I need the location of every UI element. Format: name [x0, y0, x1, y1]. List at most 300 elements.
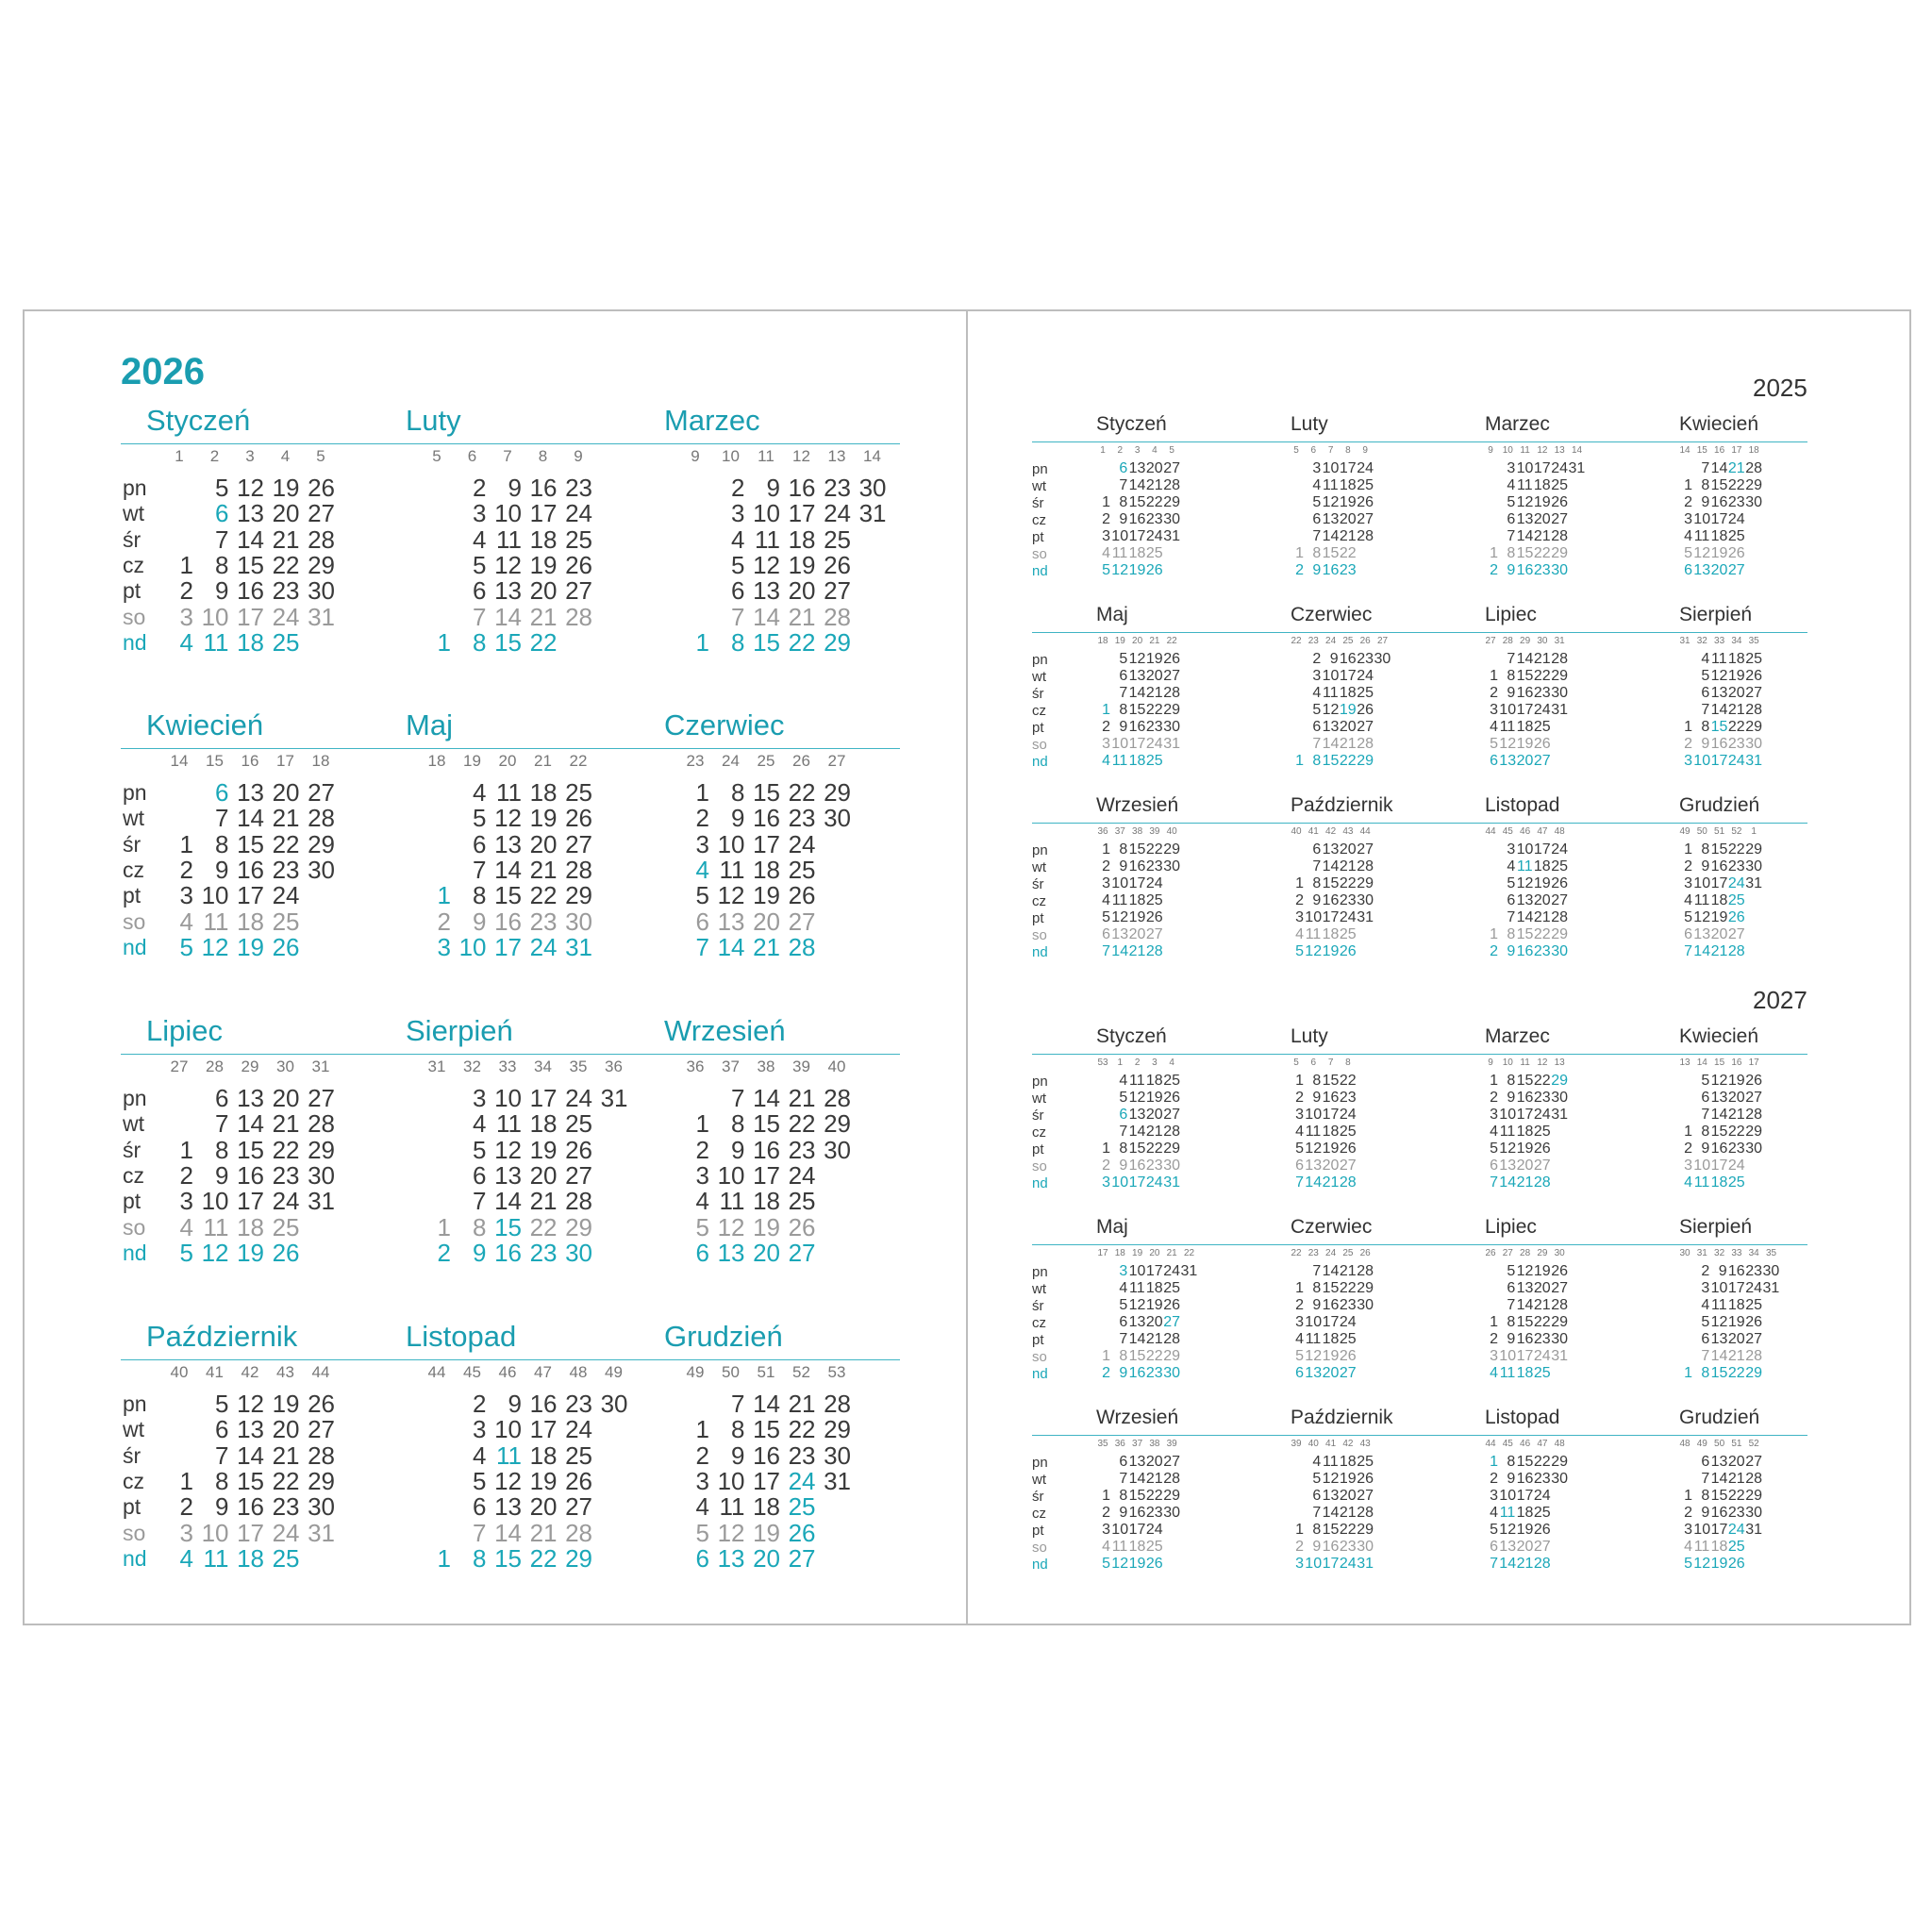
day-cell: 6: [1312, 719, 1322, 735]
day-cell: 9: [1312, 562, 1322, 578]
week-number: 29: [1537, 1248, 1548, 1258]
day-cell: 31: [1357, 909, 1374, 925]
day-cell: 28: [824, 1390, 851, 1418]
day-cell: 23: [1339, 892, 1357, 908]
day-cell: 28: [1745, 460, 1762, 476]
week-number: 43: [276, 1363, 294, 1381]
weekday-label: nd: [123, 1240, 147, 1265]
day-cell: 15: [237, 1135, 264, 1164]
day-cell: 28: [824, 602, 851, 631]
week-number: 17: [1731, 445, 1742, 456]
week-number: 24: [1325, 636, 1337, 646]
day-cell: 27: [308, 1084, 335, 1112]
day-cell: 10: [1305, 1314, 1323, 1330]
day-cell: 22: [1145, 1141, 1163, 1157]
day-cell: 25: [1551, 858, 1568, 874]
day-cell: 13: [1128, 1454, 1146, 1470]
day-cell: 7: [731, 1390, 745, 1418]
day-cell: 10: [1111, 736, 1129, 752]
day-cell: 11: [1128, 1280, 1145, 1296]
day-cell: 8: [1507, 926, 1516, 942]
day-cell: 22: [272, 1466, 300, 1495]
day-cell: 23: [529, 907, 558, 936]
day-cell: 27: [1357, 719, 1374, 735]
day-cell: 15: [237, 550, 264, 579]
weekday-label: wt: [123, 1417, 144, 1442]
day-cell: 6: [1490, 1539, 1498, 1555]
month-rule: [1419, 1435, 1613, 1436]
day-cell: 12: [237, 1390, 264, 1418]
day-cell: 22: [1145, 1348, 1163, 1364]
day-cell: 9: [1329, 651, 1339, 667]
day-cell: 28: [565, 602, 592, 631]
week-number: 25: [1342, 1248, 1354, 1258]
day-cell: 2: [1295, 1297, 1304, 1313]
day-cell: 8: [1119, 1141, 1128, 1157]
day-cell: 22: [1339, 545, 1357, 561]
week-number: 40: [827, 1058, 846, 1075]
day-cell: 31: [1180, 1263, 1198, 1279]
day-cell: 13: [753, 576, 780, 606]
day-cell: 25: [272, 627, 300, 657]
day-cell: 15: [1710, 1365, 1728, 1381]
day-cell: 8: [1701, 1365, 1710, 1381]
week-number: 37: [722, 1058, 740, 1075]
day-cell: 12: [1111, 562, 1129, 578]
week-number: 11: [1520, 445, 1530, 456]
week-number: 47: [534, 1363, 552, 1381]
day-cell: 30: [308, 576, 335, 606]
day-cell: 20: [1516, 1158, 1534, 1174]
day-cell: 28: [1339, 1174, 1357, 1191]
day-cell: 22: [1533, 1454, 1551, 1470]
day-cell: 3: [1295, 1107, 1304, 1123]
weekday-label: pt: [1032, 720, 1044, 736]
day-cell: 6: [1295, 1158, 1304, 1174]
day-cell: 11: [203, 627, 229, 657]
week-number: 8: [538, 447, 548, 465]
day-cell: 20: [529, 1160, 558, 1190]
day-cell: 15: [1710, 841, 1728, 858]
day-cell: 8: [1507, 1073, 1516, 1089]
day-cell: 29: [1357, 1522, 1374, 1538]
day-cell: 17: [529, 499, 558, 528]
month-rule: [121, 443, 380, 444]
day-cell: 12: [1128, 1297, 1146, 1313]
day-cell: 4: [1312, 477, 1322, 493]
day-cell: 24: [529, 932, 558, 961]
day-cell: 15: [1322, 753, 1340, 769]
day-cell: 7: [1119, 1124, 1128, 1140]
day-cell: 30: [1163, 1365, 1180, 1381]
day-cell: 8: [1701, 719, 1710, 735]
day-cell: 2: [1684, 494, 1692, 510]
day-cell: 22: [1145, 1488, 1163, 1504]
day-cell: 11: [496, 1441, 522, 1470]
week-number: 11: [1520, 1058, 1530, 1068]
day-cell: 12: [1499, 1522, 1517, 1538]
day-cell: 24: [1551, 841, 1568, 858]
day-cell: 29: [1357, 753, 1374, 769]
day-cell: 23: [1145, 858, 1163, 874]
day-cell: 23: [1727, 1505, 1745, 1521]
week-number: 16: [1714, 445, 1725, 456]
day-cell: 3: [1295, 909, 1304, 925]
day-cell: 8: [1701, 1124, 1710, 1140]
week-number: 6: [467, 447, 477, 465]
weekday-label: śr: [123, 831, 142, 857]
day-cell: 19: [237, 1238, 264, 1267]
day-cell: 17: [1322, 909, 1340, 925]
day-cell: 14: [753, 1084, 780, 1112]
day-cell: 1: [695, 1415, 709, 1444]
day-cell: 7: [1119, 1331, 1128, 1347]
day-cell: 5: [1102, 562, 1110, 578]
day-cell: 9: [1312, 1090, 1322, 1106]
day-cell: 14: [237, 1441, 264, 1470]
day-cell: 21: [1145, 685, 1163, 701]
day-cell: 2: [1684, 858, 1692, 874]
day-cell: 26: [565, 1135, 592, 1164]
week-number: 32: [463, 1058, 481, 1075]
week-number: 49: [1679, 826, 1690, 837]
day-cell: 11: [1322, 477, 1339, 493]
week-number: 18: [1114, 1248, 1125, 1258]
day-cell: 10: [1693, 875, 1711, 891]
day-cell: 29: [565, 881, 592, 910]
day-cell: 23: [1339, 1539, 1357, 1555]
day-cell: 14: [1710, 1107, 1728, 1123]
weekday-label: pt: [1032, 529, 1044, 545]
week-number: 23: [686, 752, 705, 770]
day-cell: 21: [1339, 528, 1357, 544]
day-cell: 8: [1119, 494, 1128, 510]
day-cell: 10: [1111, 875, 1129, 891]
day-cell: 29: [308, 550, 335, 579]
day-cell: 30: [565, 1238, 592, 1267]
day-cell: 26: [1145, 1556, 1163, 1572]
day-cell: 12: [1111, 1556, 1129, 1572]
day-cell: 4: [1684, 528, 1692, 544]
day-cell: 9: [1701, 494, 1710, 510]
day-cell: 30: [858, 474, 887, 502]
day-cell: 2: [695, 1441, 709, 1470]
day-cell: 10: [1693, 753, 1711, 769]
day-cell: 24: [1163, 1263, 1180, 1279]
day-cell: 11: [1693, 892, 1710, 908]
day-cell: 16: [494, 1238, 522, 1267]
week-number: 50: [722, 1363, 740, 1381]
day-cell: 26: [1745, 1314, 1762, 1330]
weekday-label: śr: [1032, 1489, 1044, 1505]
day-cell: 12: [1516, 1263, 1534, 1279]
day-cell: 19: [753, 1518, 780, 1547]
day-cell: 15: [1128, 1348, 1146, 1364]
day-cell: 18: [753, 1187, 780, 1216]
day-cell: 18: [1339, 1454, 1357, 1470]
week-number: 19: [1132, 1248, 1143, 1258]
day-cell: 4: [179, 1543, 193, 1573]
day-cell: 27: [1727, 562, 1745, 578]
day-cell: 22: [1339, 753, 1357, 769]
day-cell: 13: [1499, 753, 1517, 769]
day-cell: 8: [473, 1543, 487, 1573]
day-cell: 30: [824, 1441, 851, 1470]
day-cell: 27: [1745, 1331, 1762, 1347]
day-cell: 26: [1533, 1522, 1551, 1538]
day-cell: 9: [1119, 858, 1128, 874]
day-cell: 27: [1533, 1539, 1551, 1555]
day-cell: 1: [437, 881, 451, 910]
month-name: Luty: [1291, 1025, 1328, 1047]
day-cell: 27: [1551, 511, 1568, 527]
day-cell: 28: [1551, 1297, 1568, 1313]
month-name: Marzec: [664, 404, 760, 437]
day-cell: 22: [1145, 841, 1163, 858]
week-number: 14: [1571, 445, 1583, 456]
day-cell: 18: [1339, 685, 1357, 701]
week-number: 16: [241, 752, 259, 770]
day-cell: 15: [1322, 875, 1340, 891]
day-cell: 5: [1701, 668, 1710, 684]
day-cell: 1: [1295, 1522, 1304, 1538]
day-cell: 14: [1128, 477, 1146, 493]
day-cell: 15: [1322, 1280, 1340, 1296]
day-cell: 13: [1499, 1158, 1517, 1174]
month-name: Lipiec: [1485, 1216, 1537, 1238]
week-number: 9: [1488, 445, 1493, 456]
day-cell: 3: [695, 829, 709, 858]
day-cell: 6: [473, 829, 487, 858]
day-cell: 24: [1339, 1556, 1357, 1572]
day-cell: 26: [1533, 736, 1551, 752]
week-number: 27: [827, 752, 846, 770]
day-cell: 29: [824, 1415, 851, 1444]
day-cell: 14: [1128, 1124, 1146, 1140]
week-number: 10: [722, 447, 740, 465]
week-number: 46: [1520, 1439, 1531, 1449]
week-number: 43: [1342, 826, 1354, 837]
day-cell: 11: [755, 525, 780, 554]
week-number: 22: [1291, 636, 1302, 646]
day-cell: 29: [565, 1212, 592, 1241]
day-cell: 20: [1322, 1365, 1340, 1381]
day-cell: 24: [1145, 1522, 1163, 1538]
week-number: 14: [863, 447, 881, 465]
day-cell: 7: [1312, 1263, 1322, 1279]
day-cell: 14: [1693, 943, 1711, 959]
day-cell: 18: [1710, 1174, 1728, 1191]
day-cell: 8: [731, 627, 745, 657]
day-cell: 21: [1516, 1174, 1534, 1191]
day-cell: 3: [1295, 1314, 1304, 1330]
day-cell: 21: [788, 602, 816, 631]
week-number: 51: [1731, 1439, 1742, 1449]
day-cell: 10: [1693, 511, 1711, 527]
day-cell: 16: [1516, 562, 1534, 578]
day-cell: 10: [1111, 1522, 1129, 1538]
day-cell: 16: [1516, 943, 1534, 959]
month-rule: [1032, 1054, 1226, 1055]
day-cell: 5: [1490, 736, 1498, 752]
day-cell: 24: [1339, 909, 1357, 925]
month-rule: [1613, 632, 1807, 633]
weekday-label: śr: [123, 1442, 142, 1468]
weekday-label: wt: [1032, 1281, 1046, 1297]
day-cell: 7: [215, 525, 229, 554]
day-cell: 7: [1490, 1556, 1498, 1572]
day-cell: 5: [1295, 1348, 1304, 1364]
day-cell: 10: [494, 499, 522, 528]
day-cell: 23: [565, 1390, 592, 1418]
day-cell: 2: [1684, 1141, 1692, 1157]
day-cell: 31: [308, 1518, 335, 1547]
day-cell: 17: [1128, 1174, 1146, 1191]
day-cell: 10: [753, 499, 780, 528]
weekday-label: cz: [1032, 1124, 1046, 1141]
day-cell: 3: [179, 881, 193, 910]
day-cell: 1: [1490, 545, 1498, 561]
month-rule: [1224, 1244, 1419, 1245]
day-cell: 9: [473, 1238, 487, 1267]
day-cell: 29: [1745, 1365, 1762, 1381]
day-cell: 11: [1693, 528, 1710, 544]
day-cell: 5: [473, 1466, 487, 1495]
day-cell: 18: [1710, 1539, 1728, 1555]
week-number: 37: [1132, 1439, 1143, 1449]
day-cell: 21: [1533, 528, 1551, 544]
day-cell: 6: [1507, 511, 1516, 527]
week-number: 43: [1359, 1439, 1371, 1449]
page-divider: [966, 309, 968, 1625]
week-number: 26: [1359, 1248, 1371, 1258]
month-rule: [379, 443, 639, 444]
day-cell: 4: [695, 1492, 709, 1522]
day-cell: 28: [1357, 858, 1374, 874]
week-number: 52: [792, 1363, 810, 1381]
week-number: 39: [1166, 1439, 1177, 1449]
day-cell: 5: [473, 804, 487, 833]
day-cell: 4: [179, 627, 193, 657]
day-cell: 13: [237, 499, 264, 528]
day-cell: 10: [458, 932, 487, 961]
weekday-label: pt: [123, 578, 142, 604]
day-cell: 28: [308, 1441, 335, 1470]
day-cell: 12: [717, 1518, 745, 1547]
day-cell: 12: [1710, 1073, 1728, 1089]
day-cell: 1: [179, 1135, 193, 1164]
day-cell: 24: [272, 1187, 300, 1216]
weekday-label: cz: [1032, 1506, 1046, 1522]
week-number: 28: [1520, 1248, 1531, 1258]
month-name: Listopad: [1485, 1407, 1560, 1428]
day-cell: 14: [1322, 736, 1340, 752]
day-cell: 19: [1322, 943, 1340, 959]
day-cell: 27: [1339, 1365, 1357, 1381]
day-cell: 31: [1745, 1522, 1762, 1538]
day-cell: 11: [1710, 1297, 1727, 1313]
day-cell: 15: [494, 1543, 522, 1573]
day-cell: 9: [508, 474, 522, 502]
day-cell: 22: [1533, 1073, 1551, 1089]
day-cell: 15: [1710, 477, 1728, 493]
day-cell: 2: [1701, 1263, 1710, 1279]
week-number: 28: [206, 1058, 224, 1075]
day-cell: 13: [494, 576, 522, 606]
day-cell: 18: [1516, 1124, 1534, 1140]
day-cell: 20: [1533, 892, 1551, 908]
day-cell: 29: [1745, 1488, 1762, 1504]
weekday-label: so: [123, 1520, 146, 1545]
weekday-label: śr: [1032, 686, 1044, 702]
day-cell: 23: [1339, 1090, 1357, 1106]
day-cell: 10: [494, 1415, 522, 1444]
day-cell: 27: [565, 1160, 592, 1190]
weekday-label: cz: [123, 552, 144, 577]
day-cell: 11: [719, 1492, 745, 1522]
day-cell: 22: [788, 1415, 816, 1444]
weekday-label: wt: [1032, 859, 1046, 875]
day-cell: 30: [1163, 858, 1180, 874]
day-cell: 1: [695, 778, 709, 807]
day-cell: 2: [1490, 1331, 1498, 1347]
day-cell: 17: [494, 932, 522, 961]
day-cell: 28: [1745, 702, 1762, 718]
day-cell: 30: [308, 1492, 335, 1522]
day-cell: 11: [1111, 753, 1128, 769]
day-cell: 15: [1516, 1073, 1534, 1089]
day-cell: 4: [1312, 1454, 1322, 1470]
day-cell: 27: [1745, 1090, 1762, 1106]
day-cell: 21: [1339, 858, 1357, 874]
day-cell: 17: [1516, 1107, 1534, 1123]
day-cell: 30: [1551, 562, 1568, 578]
day-cell: 3: [179, 1518, 193, 1547]
day-cell: 24: [1145, 1174, 1163, 1191]
weekday-label: pn: [123, 1391, 147, 1416]
week-number: 36: [686, 1058, 705, 1075]
week-number: 46: [1520, 826, 1531, 837]
day-cell: 6: [1507, 1280, 1516, 1296]
day-cell: 23: [1357, 651, 1374, 667]
day-cell: 7: [473, 1187, 487, 1216]
week-number: 41: [1307, 826, 1319, 837]
day-cell: 30: [1745, 1505, 1762, 1521]
day-cell: 2: [1102, 1365, 1110, 1381]
day-cell: 7: [1119, 477, 1128, 493]
day-cell: 10: [1693, 1522, 1711, 1538]
month-name: Październik: [1291, 1407, 1393, 1428]
day-cell: 14: [1499, 1174, 1517, 1191]
week-number: 27: [1502, 1248, 1513, 1258]
week-number: 29: [1520, 636, 1531, 646]
day-cell: 25: [788, 855, 816, 884]
day-cell: 14: [494, 602, 522, 631]
day-cell: 11: [1499, 719, 1516, 735]
day-cell: 23: [1727, 736, 1745, 752]
day-cell: 3: [1102, 1174, 1110, 1191]
day-cell: 13: [1693, 926, 1711, 942]
day-cell: 18: [237, 627, 264, 657]
day-cell: 25: [1727, 1539, 1745, 1555]
day-cell: 17: [237, 1518, 264, 1547]
day-cell: 23: [788, 1135, 816, 1164]
day-cell: 19: [1128, 909, 1146, 925]
day-cell: 19: [1339, 494, 1357, 510]
week-number: 20: [1149, 1248, 1160, 1258]
day-cell: 10: [1305, 909, 1323, 925]
week-number: 34: [534, 1058, 552, 1075]
